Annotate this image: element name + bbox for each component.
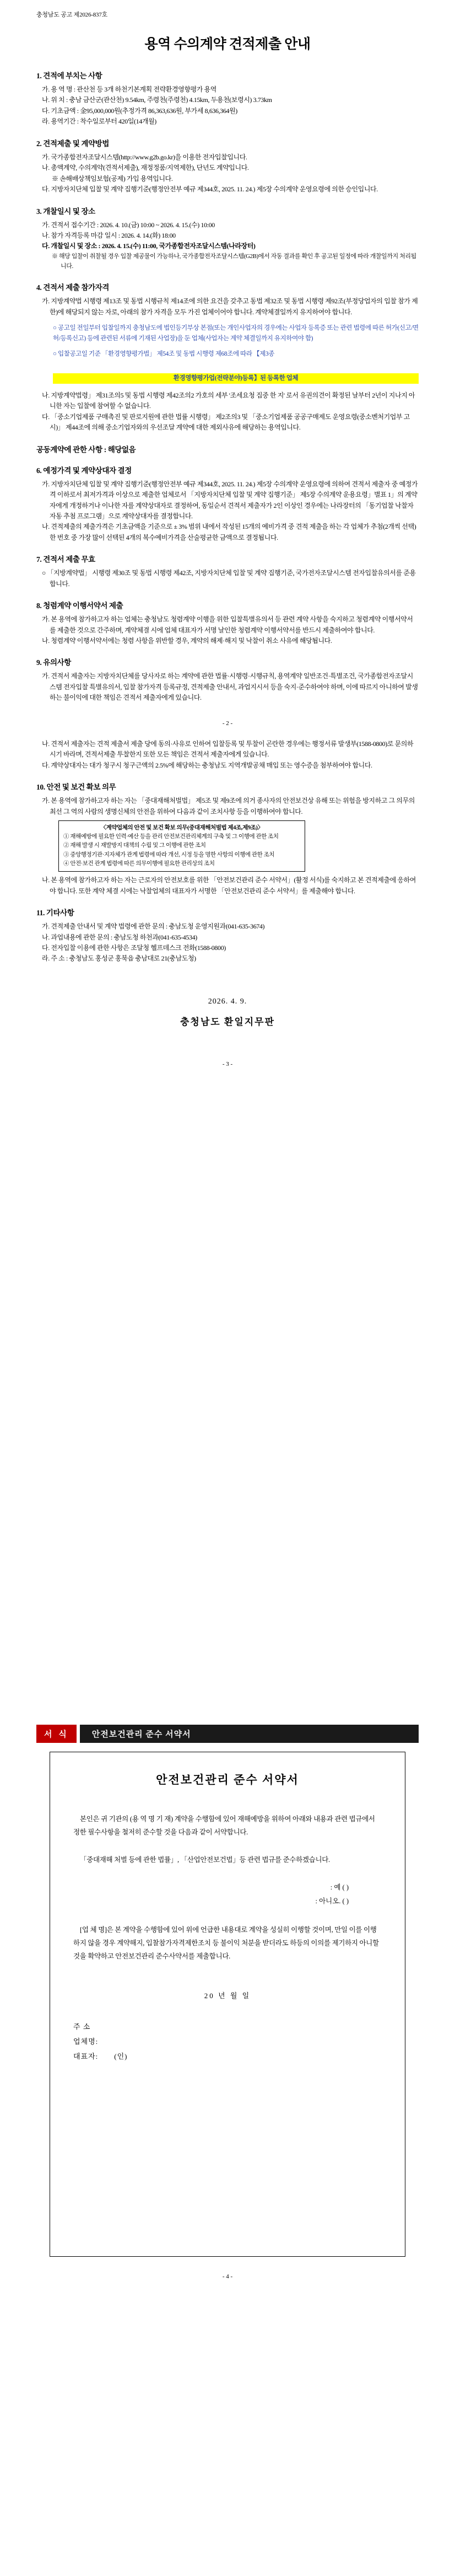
form-header bbox=[36, 1725, 419, 1743]
pledge-field-address[interactable] bbox=[73, 2019, 382, 2034]
page-title: 용역 수의계약 견적제출 안내 bbox=[144, 37, 311, 52]
issue-date: 2026. 4. 9. bbox=[208, 997, 247, 1006]
section-item: 다. 전자입찰 이용에 관한 사항은 조달청 헬프데스크 전화(1588-0800) bbox=[42, 944, 226, 952]
section-heading-5: 공동계약에 관한 사항 : 해당없음 bbox=[36, 445, 136, 454]
pledge-option-yes[interactable]: : 예 ( ) bbox=[330, 1883, 349, 1892]
section-item: 다. 기초금액 : 金95,000,000원(추정가격 86,363,636원, 부가세 8,636,364원) bbox=[42, 106, 237, 115]
section-item: 가. 본 용역에 참가하고자 하는 업체는 충청남도 청렴계약 이행을 위한 입찰특별유의서 등 관련 계약 사항을 숙지하고 청렴계약 이행서약서를 제출한 것으로 간주하며, 계약체결 시에 업체 대표자가 서명 날인한 청렴계약 이행서약서를 반드시 제출하여야 합니다. bbox=[42, 615, 413, 634]
section-item: 가. 본 용역에 참가하고자 하는 자는 「중대재해처벌법」 제5조 및 제9조에 의거 종사자의 안전보건상 유해 또는 위험을 방지하고 그 의무의 최선 그 역의 사람의 생명신체의 안전을 위하여 다음과 같이 조치사항 등을 이행하여야 합니다. bbox=[42, 797, 415, 815]
section-item: 나. 견적제출의 제출가격은 기초금액을 기준으로 ± 3% 범위 내에서 작성된 15개의 예비가격 중 견적 제출을 하는 각 업체가 추첨(2개씩 선택)한 번호 중 가장 많이 선택된 4개의 복수예비가격을 산술평균한 금액으로 결정됩니다. bbox=[42, 523, 416, 541]
issuing-organization: 충청남도 환일지무판 bbox=[180, 1016, 275, 1027]
pledge-paragraph-2: 「중대재해 처벌 등에 관한 법률」, 「산업안전보건법」등 관련 법규를 준수하겠습니다. bbox=[80, 1855, 330, 1864]
section-item: 라. 용역기간 : 착수일로부터 420일(14개월) bbox=[42, 117, 156, 126]
section-item: 라. 주 소 : 충청남도 홍성군 홍북읍 충남대로 21(충남도청) bbox=[42, 954, 196, 963]
section-item: 나. 견적서 제출자는 견적 제출서 제출 당에 동의·사유로 인하여 입찰등록 및 투찰이 곤란한 경우에는 행정서류 발생부(1588-0800)로 문의하시기 바라며, 견적서제출 투찰한지 또한 모든 책임은 견적서 제출자에게 있습니다. bbox=[42, 739, 414, 759]
document-page-2 bbox=[0, 1693, 455, 2575]
pledge-date-line[interactable]: 20 년 월 일 bbox=[204, 1991, 251, 2000]
section-item: ※ 손해배상책임보험(공제) 가입 용역입니다. bbox=[52, 174, 173, 183]
section-note-blue: ○ 입찰공고일 기준 「환경영향평가법」 제54조 및 동법 시행령 제68조에 따라 【제3종 bbox=[53, 351, 274, 358]
page-number: - 2 - bbox=[222, 720, 233, 727]
section-heading-10: 10. 안전 및 보건 확보 의무 bbox=[36, 783, 116, 792]
callout-line: ① 재해예방에 필요한 인력·예산 등을 관리 안전보건관리체계의 구축 및 그 이행에 관한 조치 bbox=[63, 834, 279, 840]
section-item: 나. 총액계약, 수의계약(견적서제출), 재정정품/지역제한), 단년도 계약입니다. bbox=[42, 164, 249, 172]
form-name-label: 안전보건관리 준수 서약서 bbox=[80, 1725, 419, 1743]
section-item: 나. 위 치 : 충남 금산군(관산천) 9.54km, 주령천(주령천) 4.15km, 두용천(보령시) 3.73km bbox=[42, 96, 272, 104]
section-item: 나. 과업내용에 관한 문의 : 충남도청 하천과(041-635-4534) bbox=[42, 933, 197, 941]
callout-header: 〈계약업체의 안전 및 보건 확보 의무(중대재해처벌법 제4조,제9조)〉 bbox=[100, 824, 263, 831]
pledge-field-company[interactable] bbox=[73, 2034, 382, 2049]
section-item: 가. 견적제출 안내서 및 계약 법령에 관한 문의 : 충남도청 운영지원과(041-635-3674) bbox=[42, 922, 265, 931]
section-item: 다. 지방자치단체 입찰 및 계약 집행기준(행정안전부 예규 제344호, 2025. 11. 24.) 제5장 수의계약 운영요령에 의한 승인입니다. bbox=[42, 185, 378, 194]
pledge-title: 안전보건관리 준수 서약서 bbox=[156, 1773, 299, 1786]
section-item: 가. 용 역 명 : 관산천 등 3개 하천기본계획 전략환경영향평가 용역 bbox=[42, 85, 216, 93]
document-header: 충청남도 공고 제2026-837호 bbox=[36, 12, 108, 18]
section-heading-11: 11. 기타사항 bbox=[36, 909, 74, 917]
section-heading-3: 3. 개찰일시 및 장소 bbox=[36, 207, 95, 216]
section-heading-7: 7. 견적서 제출 무효 bbox=[36, 555, 95, 564]
section-item: 다. 계약상대자는 대가 청구시 청구근액의 2.5%에 해당하는 충청남도 지역개발공채 매입 또는 영수증을 첨부하여야 합니다. bbox=[42, 761, 372, 769]
section-note-highlight: 환경영향평가업(전략분야)등록】된 등록한 업체 bbox=[53, 373, 419, 383]
section-item: 가. 국가종합전자조달시스템(http://www.g2b.go.kr)을 이용한 전자입찰입니다. bbox=[42, 153, 247, 161]
section-item: 나. 지방계약법령」 제31조의5 및 동법 시행령 제42조의2 가호의 세부 '조세요청 집중 한 지' 로서 유권의견이 확정된 날부터 2년이 지나지 아니한 자는 입찰에 참여할 수 없습니다. bbox=[42, 391, 415, 410]
section-heading-9: 9. 유의사항 bbox=[36, 658, 71, 667]
section-item: ○ 「지방계약법」 시행령 제30조 및 동법 시행령 제42조, 지방자치단체 입찰 및 계약 집행기준, 국가전자조달시스템 전자입찰유의서를 준용합니다. bbox=[42, 569, 416, 588]
section-heading-1: 1. 견적에 부치는 사항 bbox=[36, 72, 102, 80]
section-item: 나. 참가 자격등록 마감 일시 : 2026. 4. 14.(화) 18:00 bbox=[42, 231, 176, 239]
form-tag-label: 서 식 bbox=[36, 1725, 77, 1743]
section-item: 가. 지방자치단체 입찰 및 계약 집행기준(행정안전부 예규 제344호, 2025. 11. 24.) 제5장 수의계약 운영요령에 의하여 견적서 제출자 중 예정가격 이하로서 최저가격과 이상으로 제출한 업체로서 「지방자치단체 입찰 및 계약 집행기준」 제5장 수의계약 운용요령」별표 1」의 계약자에게 개정하거나 이나한 자를 계약상대자로 결정하여, 동일순서 견적서 제출자가 2인 이상인 경우에는 나라장터의 「동기업찰 낙찰자 자동 추첨 프로그램」으로 계약상대자를 결정합니다. bbox=[42, 480, 418, 520]
section-item: 다. 개찰일시 및 장소 : 2026. 4. 15.(수) 11:00, 국가종합전자조달시스템(나라장터) bbox=[42, 242, 256, 250]
section-item: 가. 견적서 접수기간 : 2026. 4. 10.(금) 10:00 ~ 2026. 4. 15.(수) 10:00 bbox=[42, 221, 215, 229]
pledge-field-company-label: 업체명: bbox=[73, 2037, 99, 2046]
section-heading-6: 6. 예정가격 및 계약상대자 결정 bbox=[36, 466, 132, 475]
section-note-blue: ○ 공고일 전일부터 입찰일까지 충청남도에 법인등기부상 본점(또는 개인사업자의 경우에는 사업자 등록증 또는 관련 법령에 따른 허가(신고/면허/등록신고) 등에 관련된 서류에 기재된 사업장)을 둔 업체(사업자는 계약 체결일까지 유지하여야 함) bbox=[53, 325, 419, 342]
section-item: 나. 본 용역에 참가하고자 하는 자는 근로자의 안전보호를 위한 「안전보건관리 준수 서약서」(활정 서식)를 숙지하고 본 견적제출에 응하여야 합니다. 또한 계약 체결 시에는 낙찰업체의 대표자가 서명한 「안전보건관리 준수 서약서」를 제출해야 합니다. bbox=[42, 876, 416, 895]
pledge-field-representative-label: 대표자: bbox=[73, 2052, 99, 2061]
callout-line: ② 재해 발생 시 재발방지 대책의 수립 및 그 이행에 관한 조치 bbox=[63, 842, 206, 849]
page-number: - 3 - bbox=[222, 1060, 233, 1067]
pledge-fields bbox=[73, 2019, 382, 2064]
pledge-field-address-label: 주 소 bbox=[73, 2022, 91, 2031]
pledge-option-no[interactable]: : 아니오. ( ) bbox=[315, 1897, 349, 1906]
section-item: 가. 견적서 제출자는 지방자치단체를 당사자로 하는 계약에 관한 법률·시행령·시행규칙, 용역계약 일반조건·특별조건, 국가종합전자조달시스템 전자입찰 특별유의서, 입찰 참가자격 등록규정, 견적제출 안내서, 과업지시서 등을 숙지·준수하여야 하며, 이에 따르지 아니하여 발생하는 불이익에 대한 책임은 견적서 제출자에게 있습니다. bbox=[42, 672, 418, 702]
pledge-paragraph-1: 본인은 귀 기관의 (용 역 명 기 재) 계약을 수행함에 있어 재해예방을 위하여 아래와 내용과 관련 법규에서 정한 필수사항을 철저히 준수할 것을 다음과 같이 서약합니다. bbox=[73, 1815, 375, 1836]
page-number: - 4 - bbox=[222, 2273, 233, 2280]
callout-line: ③ 중앙행정기관·지자체가 관계 법령에 따라 개선, 시정 등을 명한 사항의 이행에 관한 조치 bbox=[63, 851, 275, 858]
section-item: 가. 지방계약법 시행령 제13조 및 동법 시행규칙 제14조에 의한 요건을 갖추고 동법 제32조 및 동법 시행령 제92조(부정당업자의 입찰 참가 제한)에 해당되지 않는 자로, 아래의 참가 자격을 모두 가진 업체이어야 합니다. 계약체결일까지 유지하여야 합니다. bbox=[42, 297, 418, 316]
pledge-field-representative-value: (인) bbox=[114, 2052, 128, 2061]
section-heading-4: 4. 견적서 제출 참가자격 bbox=[36, 283, 110, 292]
callout-line: ④ 안전·보건 관계 법령에 따른 의무이행에 필요한 관리상의 조치 bbox=[63, 861, 215, 867]
pledge-field-representative[interactable] bbox=[73, 2049, 382, 2064]
section-heading-2: 2. 견적제출 및 계약방법 bbox=[36, 139, 110, 148]
section-item: 다. 「중소기업제품 구매촉진 및 판로지원에 관한 법률 시행령」 제2조의3 및 「중소기업제품 공공구매제도 운영요령(중소벤처기업부 고시)」 제44조에 의해 중소기업자와의 우선조달 계약에 대한 제외사유에 해당하는 용역입니다. bbox=[42, 412, 410, 432]
section-item: 나. 청렴계약 이행서약서에는 청렴 사항을 위반할 경우, 계약의 해제·해지 및 낙찰이 취소 사유에 해당됩니다. bbox=[42, 637, 332, 645]
legal-callout-box bbox=[58, 820, 305, 872]
section-heading-8: 8. 청렴계약 이행서약서 제출 bbox=[36, 602, 123, 610]
pledge-paragraph-3: [업 체 명]은 본 계약을 수행함에 있어 위에 언급한 내용대로 계약을 성실히 이행할 것이며, 만일 이를 이행하지 않을 경우 계약해지, 입찰참가자격제한조치 등 불이익 처분을 받더라도 하등의 이의를 제기하지 아니할 것을 확약하고 안전보건관리 준수사약서를 제출합니다. bbox=[73, 1926, 379, 1960]
pledge-form-box bbox=[50, 1752, 405, 2257]
section-item: ※ 해당 입찰이 취찰될 경우 입찰 제공물이 가능하나, 국가종합전자조달시스템(G2B)에서 자동 결과를 확인 후 공고된 일정에 따라 개찰일까지 처리됩니다. bbox=[52, 253, 416, 270]
